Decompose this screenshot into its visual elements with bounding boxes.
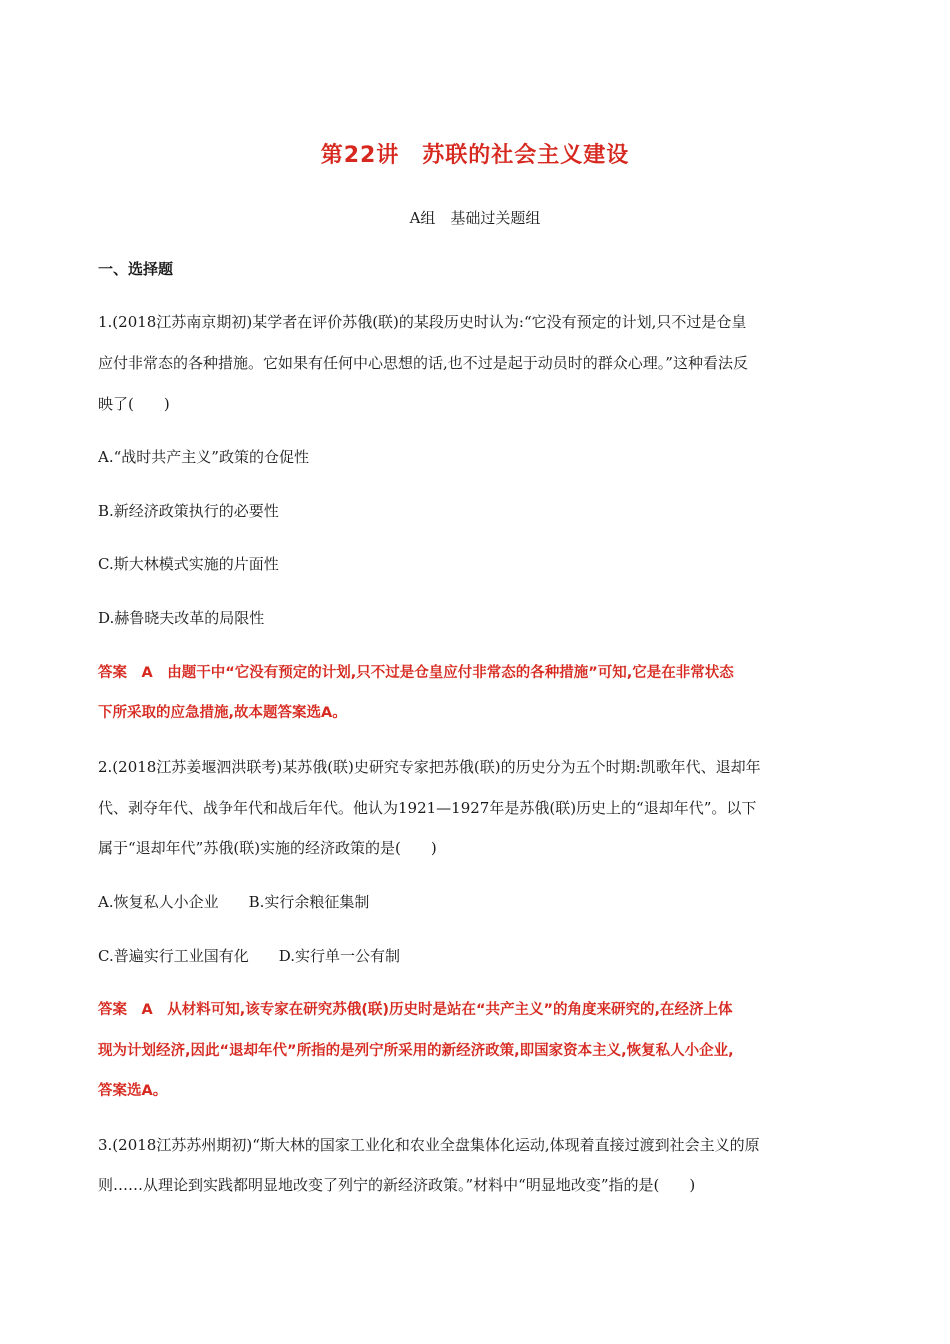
- question-1-option-a: A.“战时共产主义”政策的仓促性: [98, 448, 309, 466]
- question-1-option-b: B.新经济政策执行的必要性: [98, 502, 279, 520]
- group-subtitle: A组 基础过关题组: [409, 209, 541, 227]
- question-2-line-1: 2.(2018江苏姜堰泗洪联考)某苏俄(联)史研究专家把苏俄(联)的历史分为五个时期:凯歌年代、退却年: [98, 758, 761, 776]
- question-2-answer-line-3: 答案选A。: [98, 1083, 168, 1099]
- question-2-line-3: 属于“退却年代”苏俄(联)实施的经济政策的是( ): [98, 839, 437, 857]
- page-title: 第22讲 苏联的社会主义建设: [320, 143, 630, 168]
- question-3-line-2: 则……从理论到实践都明显地改变了列宁的新经济政策。”材料中“明显地改变”指的是( ): [98, 1176, 696, 1194]
- section-heading: 一、选择题: [98, 260, 174, 278]
- question-2-options-row-2: C.普遍实行工业国有化 D.实行单一公有制: [98, 947, 400, 965]
- question-2-line-2: 代、剥夺年代、战争年代和战后年代。他认为1921—1927年是苏俄(联)历史上的“退却年代”。以下: [98, 799, 757, 817]
- question-2-answer-line-2: 现为计划经济,因此“退却年代”所指的是列宁所采用的新经济政策,即国家资本主义,恢复私人小企业,: [98, 1043, 734, 1059]
- question-1-line-3: 映了( ): [98, 395, 170, 413]
- question-2-options-row-1: A.恢复私人小企业 B.实行余粮征集制: [98, 893, 370, 911]
- question-1-answer-line-1: 答案 A 由题干中“它没有预定的计划,只不过是仓皇应付非常态的各种措施”可知,它是在非常状态: [98, 665, 734, 681]
- question-1-option-d: D.赫鲁晓夫改革的局限性: [98, 609, 265, 627]
- question-1-answer-line-2: 下所采取的应急措施,故本题答案选A。: [98, 705, 347, 721]
- question-1-line-2: 应付非常态的各种措施。它如果有任何中心思想的话,也不过是起于动员时的群众心理。”这种看法反: [98, 354, 748, 372]
- question-2-answer-line-1: 答案 A 从材料可知,该专家在研究苏俄(联)历史时是站在“共产主义”的角度来研究的,在经济上体: [98, 1002, 733, 1018]
- question-3-line-1: 3.(2018江苏苏州期初)“斯大林的国家工业化和农业全盘集体化运动,体现着直接过渡到社会主义的原: [98, 1136, 760, 1154]
- question-1-line-1: 1.(2018江苏南京期初)某学者在评价苏俄(联)的某段历史时认为:“它没有预定的计划,只不过是仓皇: [98, 313, 747, 331]
- question-1-option-c: C.斯大林模式实施的片面性: [98, 555, 279, 573]
